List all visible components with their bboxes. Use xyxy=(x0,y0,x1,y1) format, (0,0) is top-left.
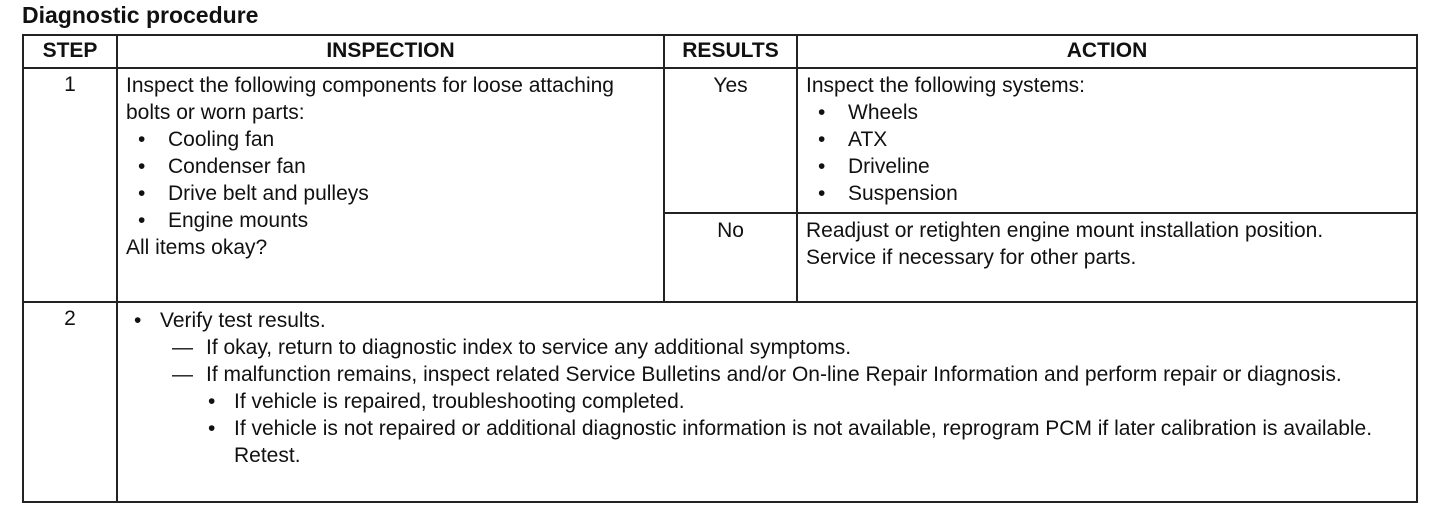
header-inspection: INSPECTION xyxy=(117,35,664,68)
system-item: • Suspension xyxy=(806,180,1410,207)
step1-number: 1 xyxy=(23,68,117,302)
dash-mark: — xyxy=(172,336,193,359)
component-item: • Engine mounts xyxy=(126,207,657,234)
system-item: • ATX xyxy=(806,126,1410,153)
step1-question: All items okay? xyxy=(126,236,268,259)
header-action: ACTION xyxy=(797,35,1417,68)
step1-inspection-intro: Inspect the following components for loose attaching bolts or worn parts: xyxy=(126,74,614,124)
step1-component-list xyxy=(126,126,657,234)
header-row xyxy=(23,35,1417,68)
step1-action-yes xyxy=(797,68,1417,213)
component-item: • Cooling fan xyxy=(126,126,657,153)
step2-content xyxy=(117,302,1417,502)
page-title: Diagnostic procedure xyxy=(22,2,259,28)
step1-action-no xyxy=(797,213,1417,302)
step2-dash2-text: If malfunction remains, inspect related Service Bulletins and/or On-line Repair Information and perform repair or diagnosis. xyxy=(206,363,1342,386)
step2-dash-item xyxy=(130,334,1408,361)
step1-result-yes: Yes xyxy=(664,68,797,213)
step1-no-action-line2: Service if necessary for other parts. xyxy=(806,246,1137,269)
step2-sub-item: • If vehicle is repaired, troubleshooting completed. xyxy=(130,388,1408,415)
step2-dash1-text: If okay, return to diagnostic index to service any additional symptoms. xyxy=(206,336,852,359)
step1-system-list xyxy=(806,99,1410,207)
diagnostic-table xyxy=(22,34,1418,503)
step2-sub-item: • If vehicle is not repaired or additional diagnostic information is not available, reprogram PCM if later calibration is available. Retest. xyxy=(130,415,1408,469)
step1-result-no: No xyxy=(664,213,797,302)
component-item: • Condenser fan xyxy=(126,153,657,180)
step2-bullet: • Verify test results. xyxy=(130,307,1408,334)
step2-dash-item xyxy=(130,361,1408,388)
system-item: • Wheels xyxy=(806,99,1410,126)
system-item: • Driveline xyxy=(806,153,1410,180)
component-item: • Drive belt and pulleys xyxy=(126,180,657,207)
step1-yes-action-intro: Inspect the following systems: xyxy=(806,74,1085,97)
step1-no-action-line1: Readjust or retighten engine mount installation position. xyxy=(806,219,1324,242)
step1-yes-row xyxy=(23,68,1417,213)
header-results: RESULTS xyxy=(664,35,797,68)
dash-mark: — xyxy=(172,363,193,386)
step1-inspection xyxy=(117,68,664,302)
step2-row xyxy=(23,302,1417,502)
header-step: STEP xyxy=(23,35,117,68)
step2-number: 2 xyxy=(23,302,117,502)
